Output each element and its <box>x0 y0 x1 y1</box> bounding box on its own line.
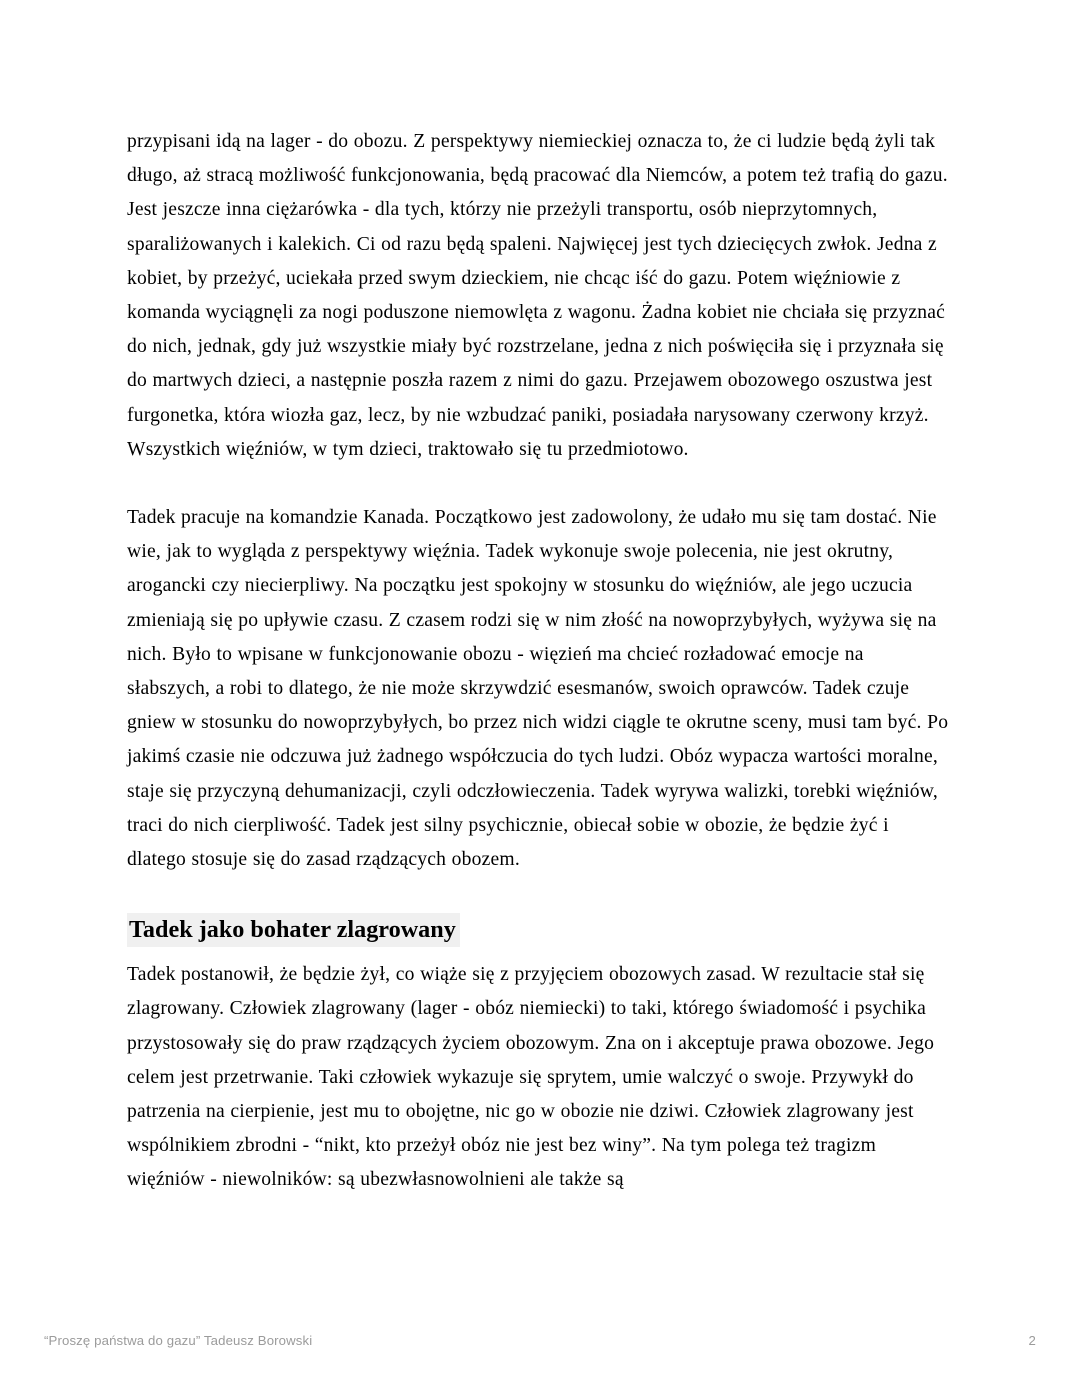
footer-source-label: “Proszę państwa do gazu” Tadeusz Borowski <box>44 1332 313 1348</box>
section-heading-container <box>127 913 952 947</box>
paragraph-kanada: Tadek pracuje na komandzie Kanada. Początkowo jest zadowolony, że udało mu się tam dostać. Nie wie, jak to wygląda z perspektywy więźnia. Tadek wykonuje swoje polecenia, nie jest okrutny, arogancki czy niecierpliwy. Na początku jest spokojny w stosunku do więźniów, ale jego uczucia zmieniają się po upływie czasu. Z czasem rodzi się w nim złość na nowoprzybyłych, wyżywa się na nich. Było to wpisane w funkcjonowanie obozu - więzień ma chcieć rozładować emocje na słabszych, a robi to dlatego, że nie może skrzywdzić esesmanów, swoich oprawców. Tadek czuje gniew w stosunku do nowoprzybyłych, bo przez nich widzi ciągle te okrutne sceny, musi tam być. Po jakimś czasie nie odczuwa już żadnego współczucia do tych ludzi. Obóz wypacza wartości moralne, staje się przyczyną dehumanizacji, czyli odczłowieczenia. Tadek wyrywa walizki, torebki więźniów, traci do nich cierpliwość. Tadek jest silny psychicznie, obiecał sobie w obozie, że będzie żyć i dlatego stosuje się do zasad rządzących obozem. <box>127 507 949 871</box>
page-footer <box>44 1329 1036 1351</box>
document-body <box>127 125 952 1198</box>
paragraph-transport: przypisani idą na lager - do obozu. Z perspektywy niemieckiej oznacza to, że ci ludzie będą żyli tak długo, aż stracą możliwość funkcjonowania, będą pracować dla Niemców, a potem też trafią do gazu. Jest jeszcze inna ciężarówka - dla tych, którzy nie przeżyli transportu, osób nieprzytomnych, sparaliżowanych i kalekich. Ci od razu będą spaleni. Najwięcej jest tych dziecięcych zwłok. Jedna z kobiet, by przeżyć, uciekała przed swym dzieckiem, nie chcąc iść do gazu. Potem więźniowie z komanda wyciągnęli za nogi poduszone niemowlęta z wagonu. Żadna kobiet nie chciała się przyznać do nich, jednak, gdy już wszystkie miały być rozstrzelane, jedna z nich poświęciła się i przyznała się do martwych dzieci, a następnie poszła razem z nimi do gazu. Przejawem obozowego oszustwa jest furgonetka, która wiozła gaz, lecz, by nie wzbudzać paniki, posiadała narysowany czerwony krzyż. Wszystkich więźniów, w tym dzieci, traktowało się tu przedmiotowo. <box>127 131 948 460</box>
section-heading-tadek-jako-bohater-zlagrowany: Tadek jako bohater zlagrowany <box>127 913 460 947</box>
paragraph-zlagrowany: Tadek postanowił, że będzie żył, co wiąże się z przyjęciem obozowych zasad. W rezultacie stał się zlagrowany. Człowiek zlagrowany (lager - obóz niemiecki) to taki, którego świadomość i psychika przystosowały się do praw rządzących życiem obozowym. Zna on i akceptuje prawa obozowe. Jego celem jest przetrwanie. Taki człowiek wykazuje się sprytem, umie walczyć o swoje. Przywykł do patrzenia na cierpienie, jest mu to obojętne, nic go w obozie nie dziwi. Człowiek zlagrowany jest wspólnikiem zbrodni - “nikt, kto przeżył obóz nie jest bez winy”. Na tym polega też tragizm więźniów - niewolników: są ubezwłasnowolnieni ale także są <box>127 964 935 1191</box>
footer-page-number: 2 <box>1028 1332 1036 1348</box>
